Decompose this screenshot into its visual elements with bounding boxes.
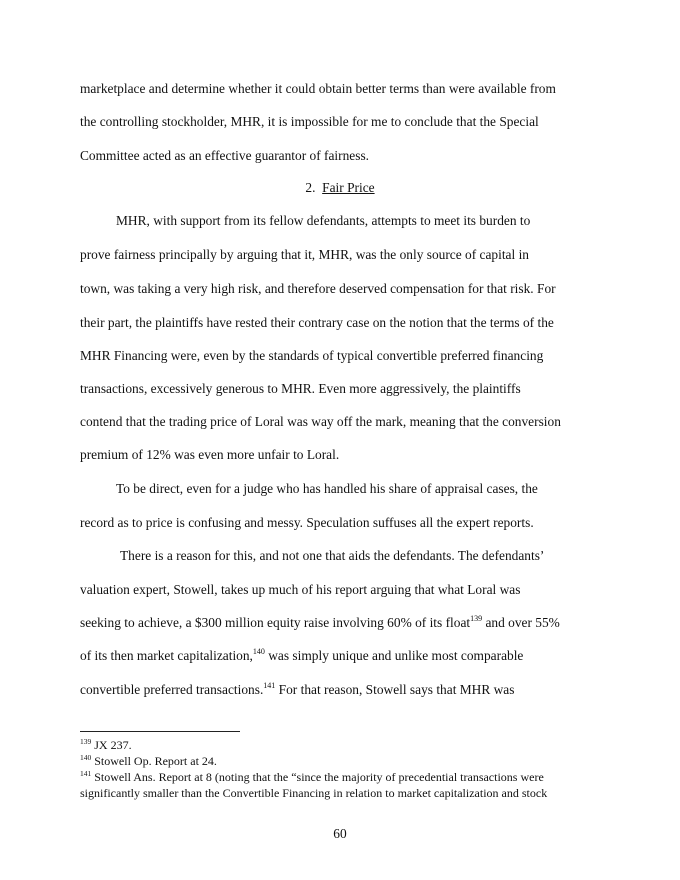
body-line: record as to price is confusing and messy. Speculation suffuses all the expert reports. bbox=[80, 515, 534, 530]
body-line: their part, the plaintiffs have rested their contrary case on the notion that the terms of the bbox=[80, 315, 554, 330]
section-title: Fair Price bbox=[322, 180, 375, 195]
footnote-ref: 140 bbox=[252, 647, 265, 656]
body-line: premium of 12% was even more unfair to Loral. bbox=[80, 447, 340, 462]
section-heading bbox=[0, 180, 680, 196]
footnote-ref: 139 bbox=[470, 614, 483, 623]
footnote: $^{141}$ Stowell Ans. Report at 8 (noting that the “since the majority of precedential transactions were bbox=[80, 769, 544, 784]
body-line: town, was taking a very high risk, and therefore deserved compensation for that risk. For bbox=[80, 281, 556, 296]
body-line: the controlling stockholder, MHR, it is impossible for me to conclude that the Special bbox=[80, 114, 539, 129]
body-line: of its then market capitalization,$^{140}$ was simply unique and unlike most comparable bbox=[80, 647, 524, 663]
page-number: 60 bbox=[333, 826, 347, 841]
body-line: Committee acted as an effective guarantor of fairness. bbox=[80, 148, 370, 163]
body-line: MHR Financing were, even by the standards of typical convertible preferred financing bbox=[80, 348, 544, 363]
body-line: transactions, excessively generous to MHR. Even more aggressively, the plaintiffs bbox=[80, 381, 521, 396]
footnote-divider bbox=[80, 731, 240, 732]
body-line: There is a reason for this, and not one that aids the defendants. The defendants’ bbox=[120, 548, 545, 563]
body-line: prove fairness principally by arguing that it, MHR, was the only source of capital in bbox=[80, 247, 529, 262]
footnote-continuation: significantly smaller than the Convertible Financing in relation to market capitalization and stock bbox=[80, 786, 548, 800]
footnote-ref: 141 bbox=[263, 681, 276, 690]
body-line: MHR, with support from its fellow defendants, attempts to meet its burden to bbox=[116, 213, 531, 228]
section-number: 2. bbox=[305, 180, 316, 195]
body-line: marketplace and determine whether it could obtain better terms than were available from bbox=[80, 81, 556, 96]
body-line: To be direct, even for a judge who has handled his share of appraisal cases, the bbox=[116, 481, 538, 496]
body-line: seeking to achieve, a $300 million equity raise involving 60% of its float$^{139}$ and over 55% bbox=[80, 614, 560, 630]
body-line: convertible preferred transactions.$^{141}$ For that reason, Stowell says that MHR was bbox=[80, 681, 515, 697]
footnote: $^{139}$ JX 237. bbox=[80, 737, 132, 752]
footnote: $^{140}$ Stowell Op. Report at 24. bbox=[80, 753, 217, 768]
body-line: valuation expert, Stowell, takes up much of his report arguing that what Loral was bbox=[80, 582, 521, 597]
body-line: contend that the trading price of Loral was way off the mark, meaning that the conversion bbox=[80, 414, 561, 429]
